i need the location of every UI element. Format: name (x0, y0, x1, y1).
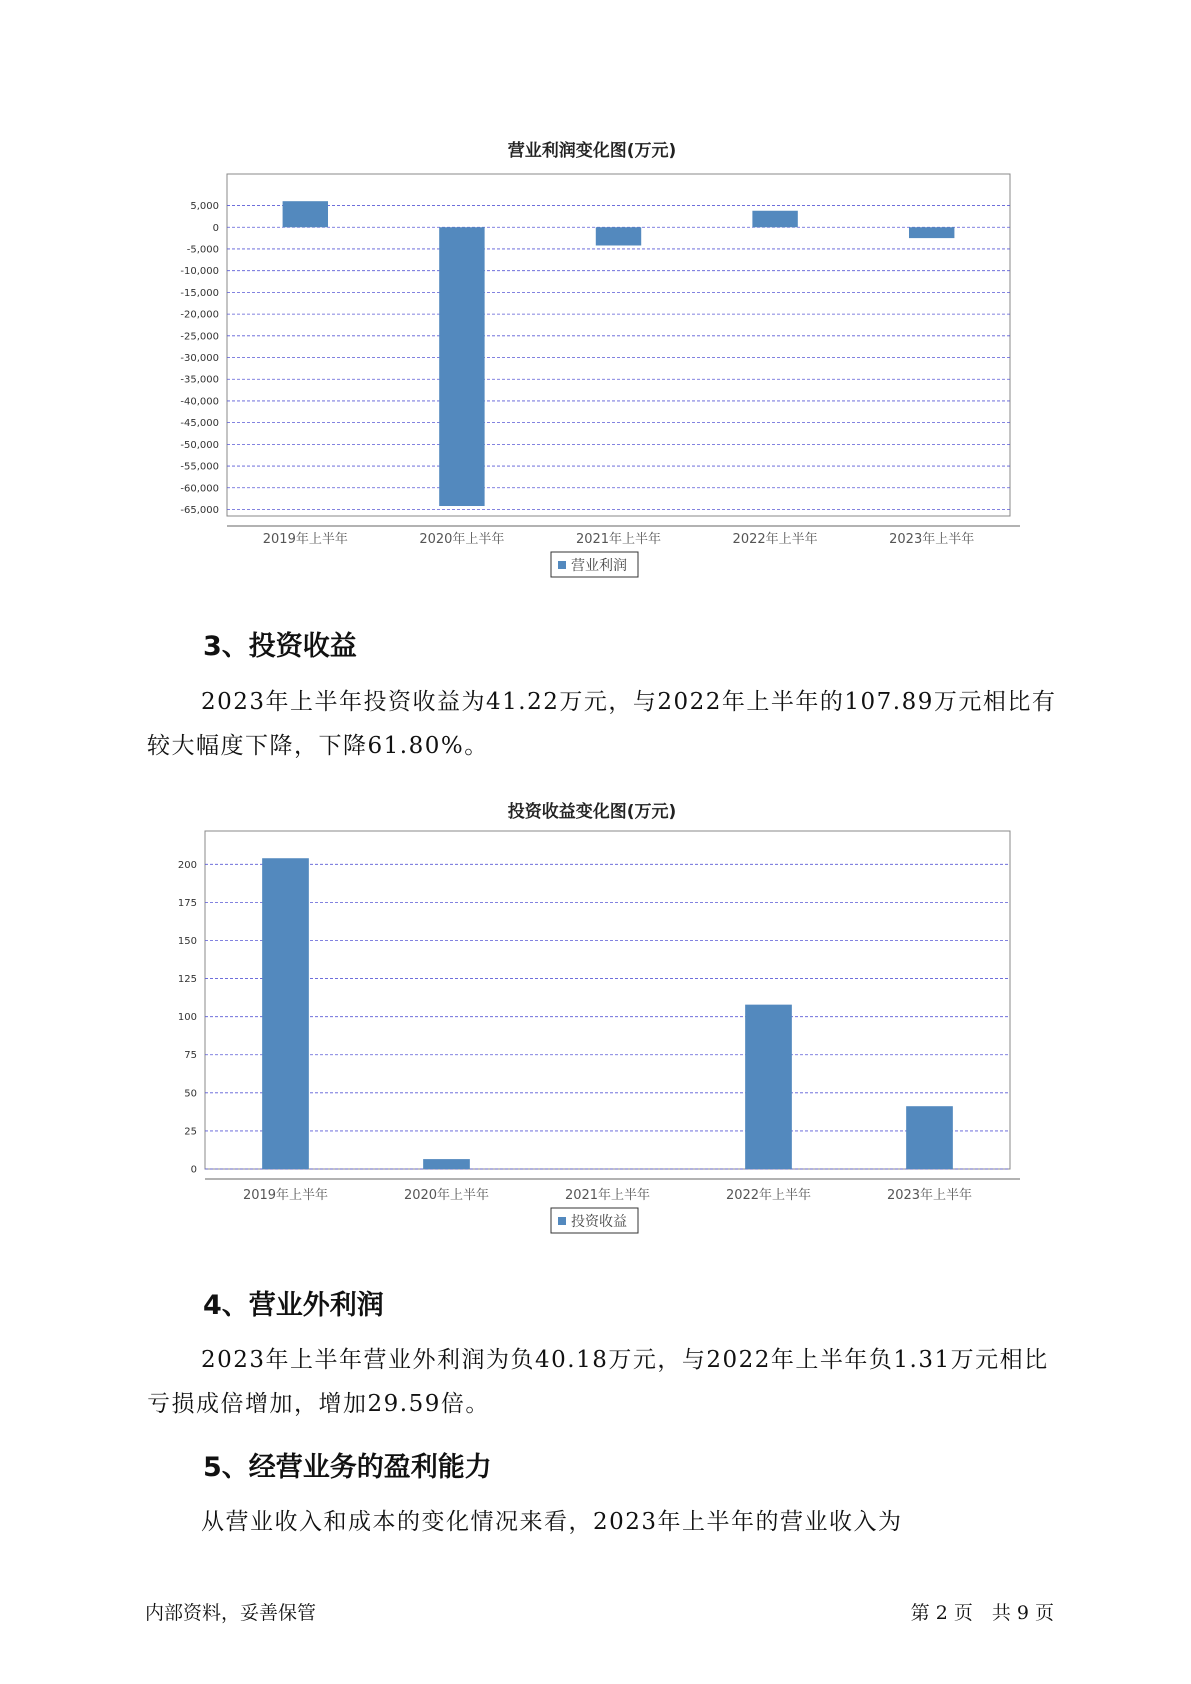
y-tick-label: -60,000 (180, 483, 219, 495)
chart-title: 营业利润变化图(万元) (507, 141, 677, 161)
x-tick-label: 2019年上半年 (242, 1188, 329, 1203)
x-tick-label: 2021年上半年 (575, 532, 662, 547)
bar (752, 211, 797, 228)
bar (262, 858, 309, 1169)
section-heading-investment-income: 3、投资收益 (203, 631, 357, 662)
y-tick-label: 150 (177, 935, 197, 947)
bar (439, 227, 484, 506)
legend-swatch (558, 561, 566, 569)
y-tick-label: -35,000 (180, 374, 219, 386)
y-tick-label: -25,000 (180, 331, 219, 343)
bar (423, 1159, 470, 1169)
y-tick-label: 125 (177, 974, 197, 986)
y-tick-label: -20,000 (180, 309, 219, 321)
legend (551, 1208, 638, 1233)
investment-income-chart (147, 797, 1037, 1257)
legend (551, 552, 638, 577)
x-tick-label: 2023年上半年 (886, 1188, 973, 1203)
operating-profit-chart (147, 136, 1037, 596)
y-tick-label: 75 (184, 1050, 197, 1062)
operating-profit-chart-svg (147, 136, 1037, 596)
footer-page-number: 第 2 页 共 9 页 (910, 1602, 1054, 1624)
chart-title: 投资收益变化图(万元) (507, 802, 677, 822)
y-tick-label: -15,000 (180, 287, 219, 299)
paragraph-business-profitability: 从营业收入和成本的变化情况来看，2023年上半年的营业收入为 (201, 1509, 903, 1535)
y-tick-label: -50,000 (180, 439, 219, 451)
legend-label: 投资收益 (571, 1214, 627, 1230)
footer-left-note: 内部资料，妥善保管 (145, 1602, 317, 1624)
y-tick-label: -5,000 (186, 244, 219, 256)
x-tick-label: 2019年上半年 (262, 532, 348, 547)
y-tick-label: -10,000 (180, 266, 219, 278)
investment-income-chart-svg (147, 797, 1037, 1257)
x-tick-label: 2023年上半年 (889, 532, 975, 547)
legend-swatch (558, 1217, 566, 1225)
y-tick-label: 175 (177, 897, 197, 909)
x-tick-label: 2021年上半年 (564, 1188, 651, 1203)
x-tick-label: 2020年上半年 (419, 532, 505, 547)
plot-frame (227, 174, 1010, 516)
y-tick-label: 50 (184, 1088, 197, 1100)
bar (596, 227, 641, 245)
bar (745, 1005, 792, 1169)
section-heading-business-profitability: 5、经营业务的盈利能力 (203, 1452, 492, 1483)
legend-label: 营业利润 (571, 558, 627, 574)
bar (909, 227, 954, 238)
x-tick-label: 2022年上半年 (732, 532, 818, 547)
y-tick-label: 0 (212, 222, 219, 234)
y-tick-label: -30,000 (180, 353, 219, 365)
x-tick-label: 2020年上半年 (403, 1188, 490, 1203)
y-tick-label: 200 (177, 859, 197, 871)
paragraph-non-operating-profit: 2023年上半年营业外利润为负40.18万元，与2022年上半年负1.31万元相比亏损成倍增加，增加29.59倍。 (147, 1347, 1049, 1417)
bar (283, 201, 328, 227)
y-tick-label: 0 (190, 1164, 197, 1176)
y-tick-label: 5,000 (190, 201, 219, 213)
y-tick-label: 25 (184, 1126, 197, 1138)
paragraph-investment-income: 2023年上半年投资收益为41.22万元，与2022年上半年的107.89万元相比有较大幅度下降，下降61.80%。 (147, 689, 1057, 759)
x-tick-label: 2022年上半年 (725, 1188, 812, 1203)
y-tick-label: -65,000 (180, 504, 219, 516)
y-tick-label: -40,000 (180, 396, 219, 408)
y-tick-label: 100 (177, 1012, 197, 1024)
plot-frame (205, 831, 1010, 1169)
y-tick-label: -55,000 (180, 461, 219, 473)
y-tick-label: -45,000 (180, 418, 219, 430)
section-heading-non-operating-profit: 4、营业外利润 (203, 1290, 384, 1321)
bar (906, 1106, 953, 1169)
